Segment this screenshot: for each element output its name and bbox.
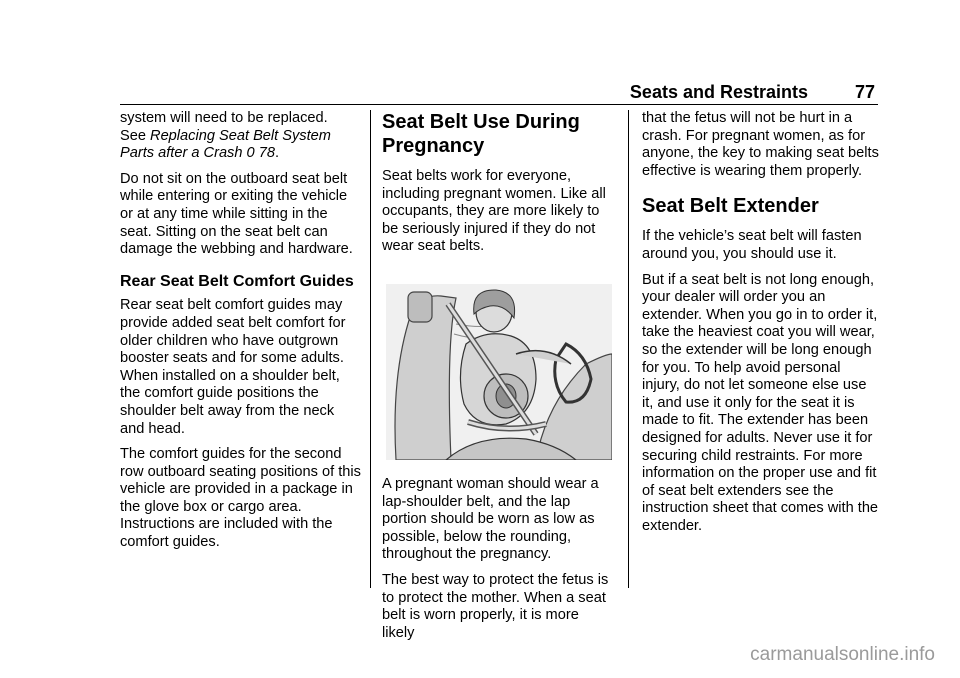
heading-pregnancy: Seat Belt Use During Pregnancy [382, 111, 580, 157]
pregnant-seatbelt-illustration [386, 284, 612, 460]
page-ref-icon: 0 [246, 145, 255, 162]
paragraph: Seat belts work for everyone, including pregnant women. Like all occupants, they are more likely to be seriously injured if they do not wear seat belts. [382, 168, 606, 255]
paragraph: But if a seat belt is not long enough, your dealer will order you an extender. When you go in to order it, take the heaviest coat you will wear, so the extender will be long enough for you. To help avoid personal injury, do not let someone else use it, and use it only for the seat it is made to fit. The extender has been designed for adults. Never use it for securing child restraints. For more information on the proper use and fit of seat belt extenders see the instruction sheet that comes with the extender. [642, 271, 879, 534]
paragraph: The comfort guides for the second row outboard seating positions of this vehicle are provided in a package in the glove box or cargo area. Instructions are included with the comfort guides. [120, 446, 361, 551]
column-right [642, 110, 880, 543]
heading-extender: Seat Belt Extender [642, 195, 819, 218]
paragraph: system will need to be replaced. See Replacing Seat Belt System Parts after a Crash 0 78. [120, 110, 331, 162]
column-middle [382, 110, 614, 650]
column-divider [370, 110, 371, 588]
watermark-text: carmanualsonline.info [750, 644, 935, 665]
paragraph: A pregnant woman should wear a lap-shoulder belt, and the lap portion should be worn as low as possible, below the rounding, throughout the pregnancy. [382, 475, 599, 563]
section-title: Seats and Restraints [629, 82, 808, 102]
page-number: 77 [854, 82, 875, 102]
paragraph: Do not sit on the outboard seat belt while entering or exiting the vehicle or at any time while sitting in the seat. Sitting on the seat belt can damage the webbing and hardware. [120, 170, 353, 258]
cross-reference-page[interactable]: 78 [258, 145, 275, 162]
column-left [120, 110, 362, 560]
illustration-drawing [386, 284, 612, 460]
page-header [120, 80, 878, 105]
cross-reference-link[interactable]: Replacing Seat Belt System Parts after a Crash [120, 127, 331, 162]
heading-comfort-guides: Rear Seat Belt Comfort Guides [120, 272, 354, 290]
paragraph: The best way to protect the fetus is to protect the mother. When a seat belt is worn properly, it is more likely [382, 571, 609, 641]
paragraph: that the fetus will not be hurt in a crash. For pregnant women, as for anyone, the key to making seat belts effective is wearing them properly. [642, 110, 879, 179]
paragraph: If the vehicle’s seat belt will fasten around you, you should use it. [642, 228, 862, 262]
paragraph: Rear seat belt comfort guides may provide added seat belt comfort for older children who have outgrown booster seats and for some adults. When installed on a shoulder belt, the comfort guide positions the shoulder belt away from the neck and head. [120, 297, 346, 437]
column-divider [628, 110, 629, 588]
